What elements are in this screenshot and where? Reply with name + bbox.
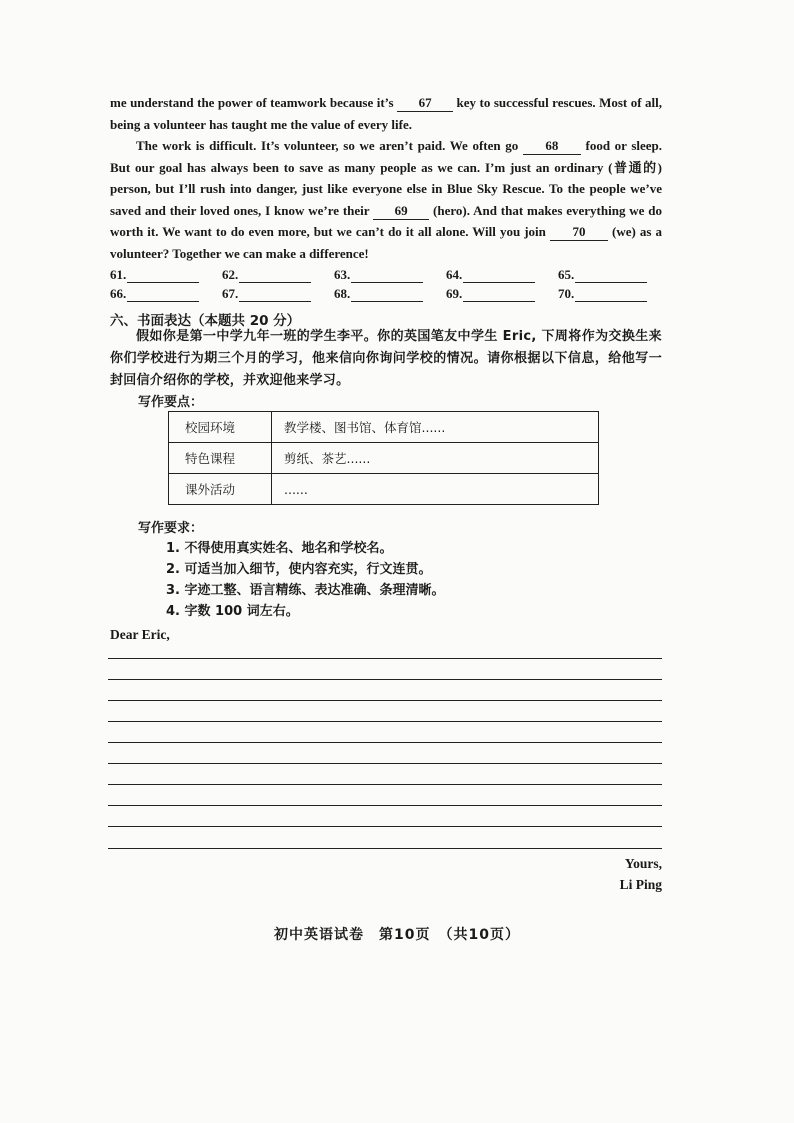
blank-67[interactable]: 67 xyxy=(397,95,453,112)
answer-line[interactable] xyxy=(463,270,535,283)
answer-line[interactable] xyxy=(239,270,311,283)
answer-cell-65[interactable] xyxy=(558,267,670,283)
answer-number: 62. xyxy=(222,267,239,282)
answer-number: 67. xyxy=(222,286,239,301)
passage-text: key to successful rescues. Most of all, being a volunteer has taught me the value of every life. xyxy=(110,95,663,132)
table-row xyxy=(169,443,599,474)
table-value: ...... xyxy=(272,474,599,505)
signature: Li Ping xyxy=(619,877,662,892)
writing-line[interactable] xyxy=(108,742,662,743)
writing-line[interactable] xyxy=(108,721,662,722)
requirement-item: 2. 可适当加入细节，使内容充实，行文连贯。 xyxy=(166,562,432,577)
answer-line[interactable] xyxy=(127,289,199,302)
writing-line[interactable] xyxy=(108,679,662,680)
answer-line[interactable] xyxy=(239,289,311,302)
requirement-item: 4. 字数 100 词左右。 xyxy=(166,604,299,619)
table-key: 校园环境 xyxy=(169,412,272,443)
passage-text: food or sleep. But our goal has always been to save as many people as we can. I’m just an ordinary (普通的) person, but I’ll rush into danger, just like everyone else in Blue Sky Rescue. To the people we’ve saved and their loved ones, I know we’re their xyxy=(110,138,663,218)
answer-number: 64. xyxy=(446,267,463,282)
table-key: 课外活动 xyxy=(169,474,272,505)
answer-cell-68[interactable] xyxy=(334,286,446,302)
writing-line[interactable] xyxy=(108,784,662,785)
answer-line[interactable] xyxy=(575,270,647,283)
answer-line[interactable] xyxy=(351,270,423,283)
answer-number: 63. xyxy=(334,267,351,282)
requirement-item: 1. 不得使用真实姓名、地名和学校名。 xyxy=(166,541,393,556)
answer-sheet xyxy=(110,264,670,302)
passage-text: (we) as a volunteer? Together we can make a difference! xyxy=(110,224,663,261)
answer-cell-64[interactable] xyxy=(446,267,558,283)
blank-70[interactable]: 70 xyxy=(550,224,608,241)
passage-text: (hero). And that makes everything we do worth it. We want to do even more, but we can’t do it all alone. Will you join xyxy=(110,202,663,239)
answer-cell-67[interactable] xyxy=(222,286,334,302)
info-table xyxy=(168,411,599,505)
table-key: 特色课程 xyxy=(169,443,272,474)
writing-task: 假如你是第一中学九年一班的学生李平。你的英国笔友中学生 Eric, 下周将作为交换生来你们学校进行为期三个月的学习，他来信向你询问学校的情况。请你根据以下信息，给他写一封回信介绍你的学校，并欢迎他来学习。 xyxy=(110,329,662,388)
table-row xyxy=(169,412,599,443)
writing-line[interactable] xyxy=(108,658,662,659)
table-value: 剪纸、茶艺...... xyxy=(272,443,599,474)
answer-number: 68. xyxy=(334,286,351,301)
answer-number: 61. xyxy=(110,267,127,282)
answer-cell-62[interactable] xyxy=(222,267,334,283)
answer-cell-70[interactable] xyxy=(558,286,670,302)
answer-row xyxy=(110,283,670,302)
closing: Yours, xyxy=(624,856,662,871)
answer-line[interactable] xyxy=(351,289,423,302)
answer-cell-63[interactable] xyxy=(334,267,446,283)
answer-line[interactable] xyxy=(127,270,199,283)
points-label: 写作要点： xyxy=(138,395,204,410)
salutation: Dear Eric, xyxy=(110,627,170,642)
blank-69[interactable]: 69 xyxy=(373,203,429,220)
passage-paragraph-2 xyxy=(110,135,662,264)
answer-number: 65. xyxy=(558,267,575,282)
writing-line[interactable] xyxy=(108,700,662,701)
answer-number: 66. xyxy=(110,286,127,301)
writing-line[interactable] xyxy=(108,848,662,849)
answer-cell-66[interactable] xyxy=(110,286,222,302)
requirement-item: 3. 字迹工整、语言精练、表达准确、条理清晰。 xyxy=(166,583,445,598)
answer-cell-69[interactable] xyxy=(446,286,558,302)
answer-line[interactable] xyxy=(463,289,535,302)
passage-text: The work is difficult. It’s volunteer, so we aren’t paid. We often go xyxy=(136,138,519,153)
page-footer: 初中英语试卷 第10页 （共10页） xyxy=(274,927,520,943)
requirements-list xyxy=(166,538,445,622)
requirements-label: 写作要求： xyxy=(138,521,204,536)
answer-line[interactable] xyxy=(575,289,647,302)
passage-text: me understand the power of teamwork because it’s xyxy=(110,95,394,110)
answer-number: 70. xyxy=(558,286,575,301)
blank-68[interactable]: 68 xyxy=(523,138,581,155)
section-title: 六、书面表达（本题共 20 分） xyxy=(110,313,301,329)
table-row xyxy=(169,474,599,505)
writing-line[interactable] xyxy=(108,763,662,764)
answer-row xyxy=(110,264,670,283)
writing-line[interactable] xyxy=(108,805,662,806)
passage-paragraph-1 xyxy=(110,92,662,135)
answer-number: 69. xyxy=(446,286,463,301)
writing-line[interactable] xyxy=(108,826,662,827)
answer-cell-61[interactable] xyxy=(110,267,222,283)
table-value: 教学楼、图书馆、体育馆...... xyxy=(272,412,599,443)
